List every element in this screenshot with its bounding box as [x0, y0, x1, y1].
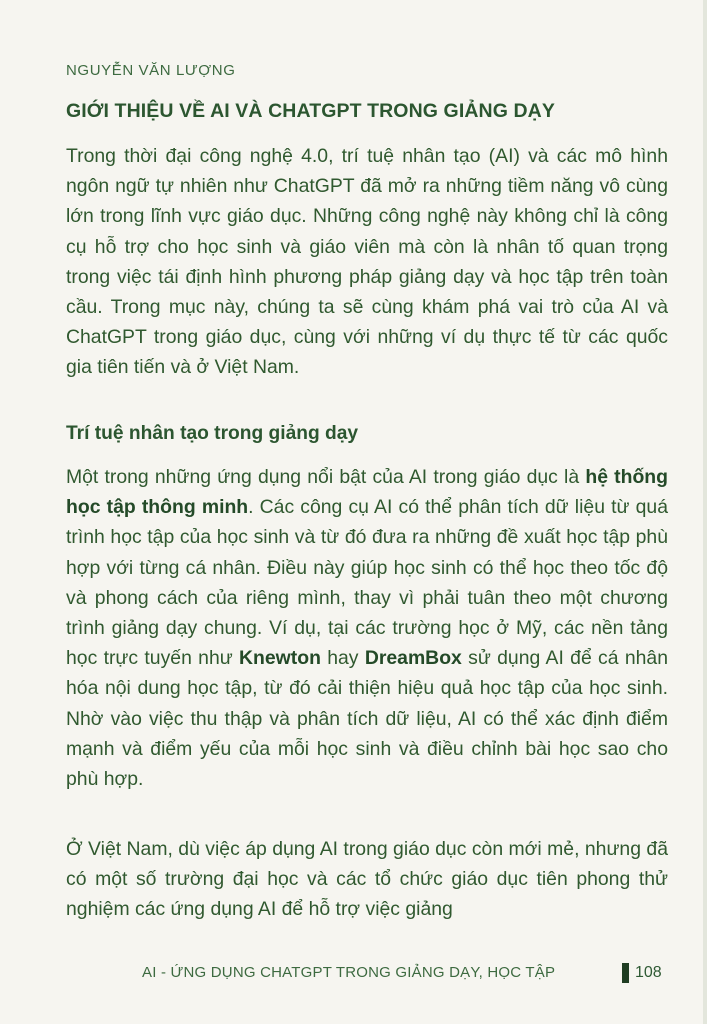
body-paragraph-vietnam: Ở Việt Nam, dù việc áp dụng AI trong giáo dục còn mới mẻ, nhưng đã có một số trường đại học và các tổ chức giáo dục tiên phong thử nghiệm các ứng dụng AI để hỗ trợ việc giảng: [66, 838, 668, 921]
book-page: [66, 0, 670, 1024]
bold-term-dreambox: DreamBox: [364, 647, 462, 670]
body-paragraph-smart-learning: [66, 462, 668, 794]
bold-term-smart-learning-system: hệ thống học tập thông minh: [66, 466, 668, 519]
page-number: 108: [635, 964, 662, 981]
bold-term-knewton: Knewton: [239, 647, 321, 670]
text-run: Một trong những ứng dụng nổi bật của AI trong giáo dục là: [66, 466, 586, 488]
chapter-title: GIỚI THIỆU VỀ AI VÀ CHATGPT TRONG GIẢNG DẠY: [66, 100, 555, 122]
running-head: NGUYỄN VĂN LƯỢNG: [66, 62, 236, 79]
text-run: . Các công cụ AI có thể phân tích dữ liệu từ quá trình học tập của học sinh và từ đó đưa ra những đề xuất học tập phù hợp với từng cá nhân. Điều này giúp học sinh có thể học theo tốc độ và phong cách của riêng mình, thay vì phải tuân theo một chương trình giảng dạy chung. Ví dụ, tại các trường học ở Mỹ, các nền tảng học trực tuyến như: [66, 496, 668, 670]
text-run: hay: [320, 647, 365, 670]
intro-paragraph: Trong thời đại công nghệ 4.0, trí tuệ nhân tạo (AI) và các mô hình ngôn ngữ tự nhiên như ChatGPT đã mở ra những tiềm năng vô cùng lớn trong lĩnh vực giáo dục. Những công nghệ này không chỉ là công cụ hỗ trợ cho học sinh và giáo viên mà còn là nhân tố quan trọng trong việc tái định hình phương pháp giảng dạy và học tập trên toàn cầu. Trong mục này, chúng ta sẽ cùng khám phá vai trò của AI và ChatGPT trong giáo dục, cùng với những ví dụ thực tế từ các quốc gia tiên tiến và ở Việt Nam.: [66, 145, 668, 379]
text-run: sử dụng AI để cá nhân hóa nội dung học tập, từ đó cải thiện hiệu quả học tập của học sinh. Nhờ vào việc thu thập và phân tích dữ liệu, AI có thể xác định điểm mạnh và điểm yếu của mỗi học sinh và điều chỉnh bài học sao cho phù hợp.: [66, 647, 668, 791]
section-heading: Trí tuệ nhân tạo trong giảng dạy: [66, 423, 359, 444]
footer-bar-marker: [622, 963, 629, 983]
footer-book-title: AI - ỨNG DỤNG CHATGPT TRONG GIẢNG DẠY, HỌC TẬP: [142, 964, 556, 981]
page-edge: [703, 0, 707, 1024]
